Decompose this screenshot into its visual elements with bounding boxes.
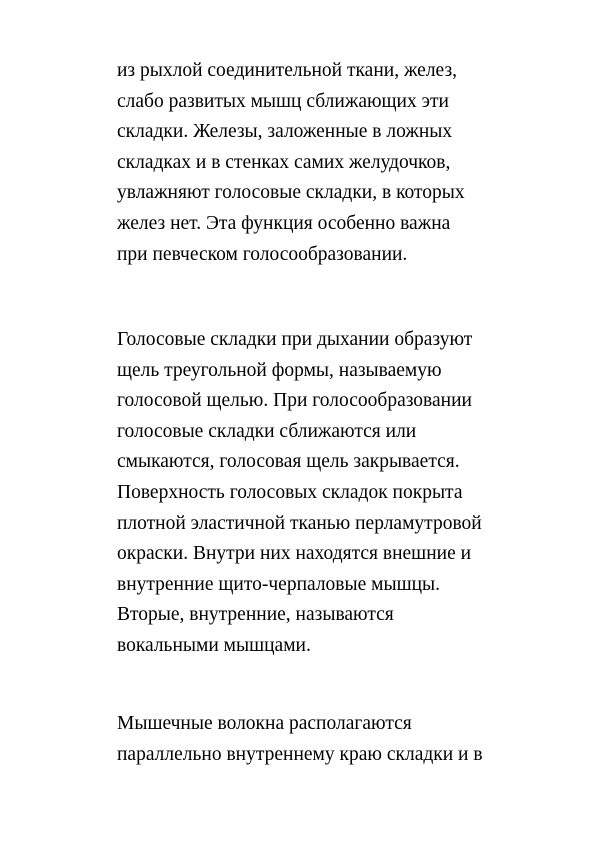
text-line: голосовые складки сближаются или <box>117 420 417 442</box>
text-line: вокальными мышцами. <box>117 634 311 656</box>
text-line: Голосовые складки при дыхании образуют <box>117 329 473 350</box>
text-line: складках и в стенках самих желудочков, <box>117 151 451 173</box>
text-line: голосовой щелью. При голосообразовании <box>117 390 472 412</box>
text-line: параллельно внутреннему краю складки и в <box>117 743 483 765</box>
text-line: из рыхлой соединительной ткани, желез, <box>117 60 458 81</box>
text-line: желез нет. Эта функция особенно важна <box>117 212 451 234</box>
text-line: Мышечные волокна располагаются <box>117 713 412 734</box>
text-line: смыкаются, голосовая щель закрывается. <box>117 451 460 473</box>
paragraph-3 <box>117 709 537 770</box>
text-line: внутренние щито-черпаловые мышцы. <box>117 573 441 595</box>
text-line: Поверхность голосовых складок покрыта <box>117 481 463 503</box>
text-line: слабо развитых мышц сближающих эти <box>117 90 449 112</box>
text-line: щель треугольной формы, называемую <box>117 359 442 381</box>
paragraph-2 <box>117 325 537 662</box>
text-line: при певческом голосообразовании. <box>117 243 408 265</box>
paragraph-1 <box>117 56 537 270</box>
text-line: окраски. Внутри них находятся внешние и <box>117 543 472 565</box>
text-line: плотной эластичной тканью перламутровой <box>117 512 482 534</box>
text-line: Вторые, внутренние, называются <box>117 604 394 626</box>
text-line: увлажняют голосовые складки, в которых <box>117 182 465 204</box>
text-line: складки. Железы, заложенные в ложных <box>117 121 453 143</box>
